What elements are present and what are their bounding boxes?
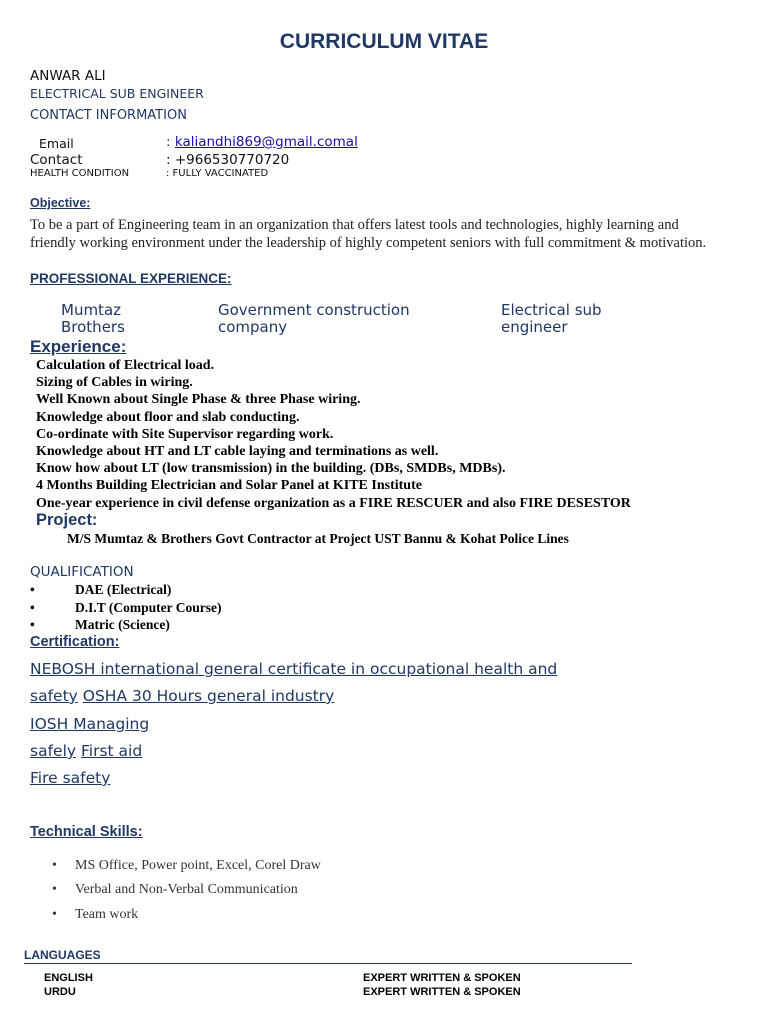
qualification-heading: QUALIFICATION <box>30 564 134 580</box>
email-separator: : <box>166 134 171 150</box>
bullet-icon: • <box>52 858 57 873</box>
health-label: HEALTH CONDITION <box>30 168 130 179</box>
bullet-icon: • <box>30 599 35 615</box>
contact-heading: CONTACT INFORMATION <box>30 108 187 123</box>
experience-item: Knowledge about HT and LT cable laying and terminations as well. <box>36 444 439 460</box>
contact-label: Contact <box>30 152 83 168</box>
employer-type: Government construction company <box>218 301 410 336</box>
experience-item: Sizing of Cables in wiring. <box>36 375 193 391</box>
language-name: URDU <box>44 986 76 998</box>
experience-item: Knowledge about floor and slab conducting. <box>36 409 300 425</box>
project-heading: Project: <box>36 511 98 529</box>
professional-experience-heading: PROFESSIONAL EXPERIENCE: <box>30 271 232 286</box>
bullet-icon: • <box>52 907 57 922</box>
email-label: Email <box>39 136 74 151</box>
languages-heading: LANGUAGES <box>24 948 101 962</box>
certification-line: safety OSHA 30 Hours general industry <box>30 687 335 705</box>
candidate-position: ELECTRICAL SUB ENGINEER <box>30 86 204 101</box>
language-name: ENGLISH <box>44 972 93 984</box>
experience-item: 4 Months Building Electrician and Solar Panel at KITE Institute <box>36 478 422 494</box>
objective-heading: Objective: <box>30 196 91 210</box>
languages-divider <box>24 963 632 964</box>
email-link[interactable]: kaliandhi869@gmail.comal <box>174 134 358 150</box>
objective-text: To be a part of Engineering team in an organization that offers latest tools and technologies, highly learning and friendly working environment under the leadership of highly competent seniors with full commitment & motivation. <box>30 217 707 251</box>
certification-line: safely First aid <box>30 742 143 760</box>
experience-list <box>36 357 631 512</box>
certification-line: Fire safety <box>30 769 111 787</box>
job-role: Electrical sub engineer <box>501 301 602 336</box>
health-value: : FULLY VACCINATED <box>166 168 269 179</box>
contact-value: : +966530770720 <box>166 152 290 168</box>
experience-item: One-year experience in civil defense organization as a FIRE RESCUER and also FIRE DESESTOR <box>36 495 631 511</box>
candidate-name: ANWAR ALI <box>30 68 106 84</box>
experience-heading: Experience: <box>30 337 127 356</box>
employer-name: Mumtaz Brothers <box>61 301 125 336</box>
certification-heading: Certification: <box>30 634 120 650</box>
language-level: EXPERT WRITTEN & SPOKEN <box>363 972 521 984</box>
experience-item: Calculation of Electrical load. <box>36 358 215 373</box>
technical-skills-heading: Technical Skills: <box>30 824 143 840</box>
language-level: EXPERT WRITTEN & SPOKEN <box>363 986 521 998</box>
certification-line: NEBOSH international general certificate in occupational health and <box>30 660 558 678</box>
bullet-icon: • <box>52 882 57 897</box>
experience-item: Know how about LT (low transmission) in the building. (DBs, SMDBs, MDBs). <box>36 461 506 477</box>
bullet-icon: • <box>30 617 35 632</box>
email-row <box>166 134 358 150</box>
project-text: M/S Mumtaz & Brothers Govt Contractor at Project UST Bannu & Kohat Police Lines <box>67 531 569 546</box>
experience-item: Co-ordinate with Site Supervisor regarding work. <box>36 426 334 442</box>
bullet-icon: • <box>30 582 35 597</box>
page-title: CURRICULUM VITAE <box>279 30 489 53</box>
certification-line: IOSH Managing <box>30 715 150 733</box>
experience-item: Well Known about Single Phase & three Phase wiring. <box>36 392 361 408</box>
